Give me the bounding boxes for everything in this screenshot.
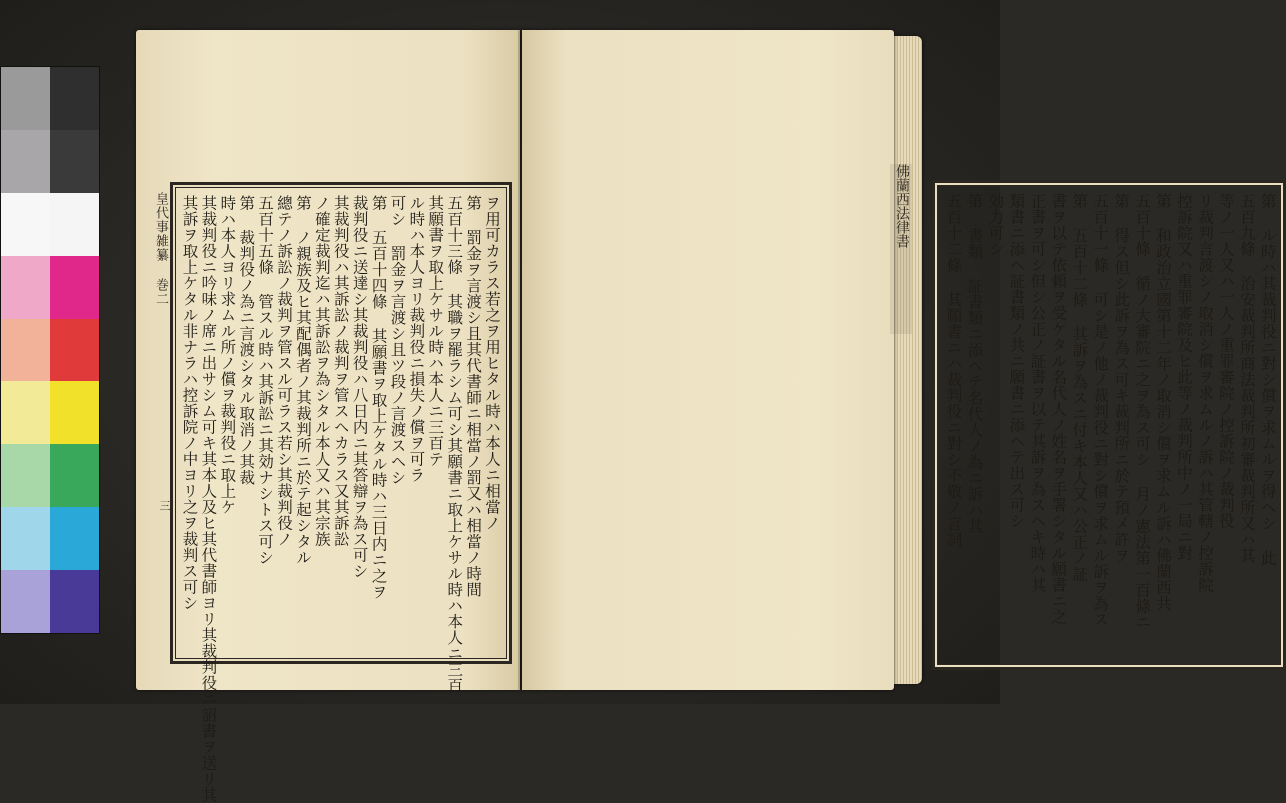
text-column: 第 五百十二條 其訴ヲ為スニ付キ本人又ハ公正ノ証 [1070,193,1089,582]
text-column: 其裁判役ニ吟味ノ席ニ出サシム可キ其本人及ヒ其代書師ヨリ其裁判役ニ詔書ヲ送リ其 [199,195,218,803]
right-text-frame [932,180,1286,670]
color-swatch [50,193,99,256]
margin-book-title: 皇代事雑纂 巻二 [153,192,168,306]
text-column: 時ハ本人ヨリ求ムル所ノ償ヲ裁判役ニ取上ケ [218,195,237,515]
text-column: 可シ 罰金ヲ言渡シ且ツ段ノ言渡スヘシ [388,195,407,486]
color-swatch [50,67,99,130]
color-swatch [1,570,50,633]
text-column: ノ確定裁判迄ハ其訴訟ヲ為シタル本人又ハ其宗族 [312,195,331,547]
text-column: 控訴院又ハ重罪審院及ヒ此等ノ裁判所中ノ一局ニ對 [1174,193,1193,561]
right-text-columns [945,193,1275,659]
text-column: 等ノ一人又ハ一人ノ重罪審院ノ控訴院ノ裁判役 [1216,193,1235,529]
text-column: 第 五百十四條 其願書ヲ取上ケタル時ハ三日内ニ之ヲ [369,195,388,600]
color-swatch [50,256,99,319]
text-column: 總テノ訴訟ノ裁判ヲ管スル可ラス若シ其裁判役ノ [275,195,294,547]
color-swatch [1,67,50,130]
text-column: 書ヲ以テ依頼ヲ受ケタル名代人ノ姓名ヲ手署シタル願書ニ之 [1049,193,1068,625]
text-column: 五百十一條 可シ是ノ他ノ裁判役ニ對シ償ヲ求ムル訴ヲ為ス [1091,193,1110,628]
color-swatch [1,319,50,382]
text-column: 五百十二條 其願書ニハ裁判役ニ對シ不敬ノ言詞 [944,193,963,548]
color-swatch [1,130,50,193]
color-swatch [50,570,99,633]
text-column: リ裁判言渡シノ取消シ償ヲ求ムルノ訴ハ其管轄ノ控訴院 [1195,193,1214,593]
color-swatch [50,381,99,444]
color-swatch [1,193,50,256]
text-column: 其願書ヲ取上ケサル時ハ本人ニ三百テ [426,195,445,467]
margin-folio: 三 [158,500,171,511]
color-swatch [1,381,50,444]
text-column: 第 和政治立國第十二年ノ取消シ償ヲ求ムル訴ハ佛蘭西共 [1154,193,1173,612]
text-column: 第 ル時ハ其裁判役ニ對シ償ヲ求ムルヲ得ヘシ 此 [1258,193,1277,566]
text-column: 第 罰金ヲ言渡シ且其代書師ニ相當ノ罰又ハ相當ノ時間 [464,195,483,598]
page-edges [892,36,922,684]
color-swatch [50,444,99,507]
text-column: 其訴ヲ取上ケタル非ナラハ控訴院ノ中ヨリ之ヲ裁判ス可シ [180,195,199,611]
left-page [136,30,520,803]
color-calibration-strip [0,66,100,634]
text-column: 五百十三條 其職ヲ罷ラシム可シ其願書ニ取上ケサル時ハ本人ニ三百 [445,195,464,694]
text-column: 第 書類 証書類ニ添ヘテ名代人ノ為ニ訴ハ其 [965,193,984,534]
color-swatch [50,507,99,570]
left-text-columns [180,195,501,803]
text-column: ヲ用可カラス若之ヲ用ヒタル時ハ本人ニ相當ノ [483,195,501,531]
text-column: 効力可シ [986,193,1005,257]
text-column: 其裁判役ハ其訴訟ノ裁判ヲ管スヘカラス又其訴訟 [331,195,350,547]
color-swatch [1,507,50,570]
open-book [122,12,1277,803]
text-column: 第 裁判役ノ為ニ言渡シタル取消ノ其裁 [237,195,256,486]
left-text-frame [170,182,512,803]
text-column: ル時ハ本人ヨリ裁判役ニ損失ノ償ヲ可ラ [407,195,426,483]
color-swatch [50,130,99,193]
color-swatch [1,256,50,319]
text-column: 裁判役ニ送達シ其裁判役ハ八日内ニ其答辯ヲ為ス可シ [350,195,369,579]
text-column: 正書ヲ可シ但シ公正ノ証書ヲ以テ其訴ヲ為スヘキ時ハ其 [1028,193,1047,593]
text-column: 五百十五條 管スル時ハ其訴訟ニ其効ナシトス可シ [256,195,275,566]
text-column: 五百九條 治安裁判所商法裁判所初審裁判所又ハ其 [1237,193,1256,564]
text-column: 類書ニ添ヘ証書類ノ共ニ願書ニ添ヘテ出ス可シ [1007,193,1026,529]
text-column: 第 ノ親族及ヒ其配偶者ノ其裁判所ニ於テ起シタル [293,195,312,566]
text-column: 第 得ス但シ此訴ヲ為ス可キ裁判所ニ於テ預メ許ヲ [1112,193,1131,564]
text-column: 五百十條 循ノ大審院ニ之ヲ為ス可シ 月ノ憲法第一百條ニ [1133,193,1152,630]
color-swatch [50,319,99,382]
color-swatch [1,444,50,507]
chapter-mark: 佛蘭西法律書 [890,164,912,334]
